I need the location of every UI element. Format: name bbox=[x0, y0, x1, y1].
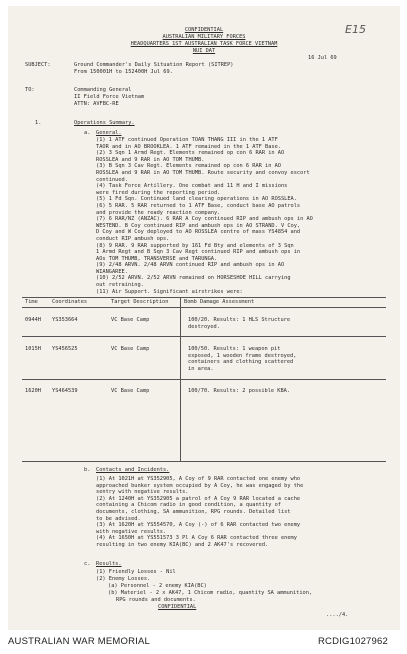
text-line: 100/70. Results: 2 possible KBA. bbox=[188, 388, 291, 394]
text-line: (7) 6 RAR/NZ (ANZAC). 6 RAR A Coy continued RIP and ambush ops in AO bbox=[96, 216, 313, 223]
table-row-rule bbox=[22, 379, 386, 380]
footer-catalog-id: RCDIG1027962 bbox=[318, 636, 388, 647]
text-line: and provide the ready reaction company. bbox=[96, 209, 221, 216]
subsection-label: c. bbox=[84, 561, 91, 567]
text-line: resulting in two enemy KIA(BC) and 2 AK47's recovered. bbox=[96, 541, 269, 548]
force-name: AUSTRALIAN MILITARY FORCES bbox=[162, 34, 246, 40]
cell-time: 1015H bbox=[25, 346, 41, 352]
text-line: ROSSLEA and 9 RAR in AO TOM THUMB. Route security and convoy escort bbox=[96, 169, 310, 176]
column-header: Coordinates bbox=[52, 299, 88, 305]
cell-assessment bbox=[188, 388, 290, 395]
cell-time: 1620H bbox=[25, 388, 41, 394]
cell-target: VC Base Camp bbox=[111, 317, 150, 323]
to-line: Commanding General bbox=[74, 87, 132, 93]
classification-bottom: CONFIDENTIAL bbox=[158, 604, 197, 610]
continued-marker: ..../4. bbox=[326, 612, 349, 618]
text-line: (10) 2/52 ARVN. 2/52 ARVN remained on HORSESHOE HILL carrying bbox=[96, 275, 291, 282]
text-line: WIANGAREE. bbox=[96, 268, 128, 275]
text-line: to be advised. bbox=[96, 515, 141, 522]
friendly-losses: (1) Friendly Losses - Nil bbox=[96, 569, 176, 575]
text-line: (5) 1 Fd Sqn. Continued land clearing operations in AO ROSSLEA. bbox=[96, 196, 297, 203]
text-line: (2) 3 Sqn 1 Armd Regt. Elements remained op con 6 RAR in AO bbox=[96, 150, 285, 157]
text-line: approached bunker system occupied by A Coy, he was engaged by the bbox=[96, 482, 304, 489]
text-line: out retraining. bbox=[96, 282, 144, 289]
text-line: (6) 5 RAR. 5 RAR returned to 1 ATF Base, conduct base AO patrols bbox=[96, 202, 301, 209]
text-line: containing a Chicom radio in good condition, a quantity of bbox=[96, 502, 281, 509]
to-label: TO: bbox=[25, 87, 35, 93]
enemy-losses: (2) Enemy Losses. bbox=[96, 576, 151, 582]
report-date: 16 Jul 69 bbox=[308, 55, 337, 61]
text-line: TAOR and in AO BROOKLEA. 1 ATF remained in the 1 ATF Base. bbox=[96, 143, 281, 150]
cell-target: VC Base Camp bbox=[111, 346, 150, 352]
to-line: ATTN: AVFBC-RE bbox=[74, 101, 119, 107]
text-line: sentry with negative results. bbox=[96, 489, 189, 496]
cell-coordinates: YS464539 bbox=[52, 388, 78, 394]
subject-line-1: Ground Commander's Daily Situation Report (SITREP) bbox=[74, 62, 234, 68]
subject-label: SUBJECT: bbox=[25, 62, 51, 68]
text-line: (1) 1 ATF continued Operation TOAN THANG III in the 1 ATF bbox=[96, 137, 278, 143]
column-header: Bomb Damage Assessment bbox=[184, 299, 255, 305]
subsection-title: Contacts and Incidents. bbox=[96, 467, 170, 473]
cell-time: 0944H bbox=[25, 317, 41, 323]
cell-coordinates: YS456525 bbox=[52, 346, 78, 352]
section-number: 1. bbox=[35, 120, 42, 126]
to-line: II Field Force Vietnam bbox=[74, 94, 145, 100]
text-line: 1 Armd Regt and B Sqn 3 Cav Regt continued RIP and ambush ops in bbox=[96, 249, 301, 256]
text-line: (3) At 1620H at YS554570, A Coy (-) of 6 RAR contacted two enemy bbox=[96, 522, 301, 529]
table-rule-bottom bbox=[22, 461, 386, 462]
table-row-rule bbox=[22, 336, 386, 337]
subject-line-2: From 150001H to 152400H Jul 69. bbox=[74, 69, 173, 75]
text-line: (4) At 1650H at YS551573 3 Pl A Coy 6 RAR contacted three enemy bbox=[96, 535, 297, 542]
column-header: Time bbox=[25, 299, 38, 305]
text-line: 100/50. Results: 1 weapon pit bbox=[188, 346, 281, 352]
text-line: D Coy and W Coy deployed to AO ROSSLEA centre of mass YS4854 and bbox=[96, 229, 301, 236]
general-paragraphs bbox=[96, 137, 313, 295]
footer-source: AUSTRALIAN WAR MEMORIAL bbox=[8, 636, 151, 647]
text-line: (4) Task Force Artillery. One combat and 11 H and I missions bbox=[96, 183, 288, 190]
cell-assessment bbox=[188, 346, 296, 372]
classification-top: CONFIDENTIAL bbox=[184, 27, 224, 33]
text-line: continued. bbox=[96, 176, 128, 183]
text-line: WESTEND. B Coy continued RIP and ambush ops in AO STRAND. V Coy, bbox=[96, 222, 301, 229]
handwritten-reference: E15 bbox=[345, 23, 366, 36]
text-line: (9) 2/48 ARVN. 2/48 ARVN continued RIP and ambush ops in AO bbox=[96, 262, 285, 269]
text-line: with negative results. bbox=[96, 528, 167, 535]
enemy-personnel: (a) Personnel - 2 enemy KIA(BC) bbox=[108, 583, 207, 589]
text-line: conduct RIP ambush ops. bbox=[96, 235, 170, 242]
text-line: (2) At 1240H at YS352905 a patrol of A Coy 9 RAR located a cache bbox=[96, 495, 301, 502]
text-line: exposed, 1 wooden frame destroyed, bbox=[188, 352, 297, 359]
text-line: (3) B Sqn 3 Cav Regt. Elements remained op con 6 RAR in AO bbox=[96, 163, 281, 170]
subsection-title: Results. bbox=[96, 561, 122, 567]
text-line: AOs TOM THUMB, TRANSVERSE and TARUNGA. bbox=[96, 255, 218, 262]
subsection-label: b. bbox=[84, 467, 91, 473]
location: NUI DAT bbox=[192, 48, 216, 54]
enemy-materiel-cont: RPG rounds and documents. bbox=[116, 597, 196, 603]
table-rule-top bbox=[22, 297, 386, 298]
text-line: documents, clothing, SA ammunition, RPG rounds. Detailed list bbox=[96, 508, 291, 515]
section-title: Operations Summary. bbox=[74, 120, 135, 126]
text-line: in area. bbox=[188, 365, 214, 372]
enemy-materiel: (b) Materiel - 2 x AK47, 1 Chicom radio, quantity SA ammunition, bbox=[108, 590, 313, 596]
subsection-title: General. bbox=[96, 130, 122, 136]
column-header: Target Description bbox=[111, 299, 169, 305]
text-line: 100/20. Results: 1 HLS Structure bbox=[188, 317, 291, 323]
text-line: were fired during the reporting period. bbox=[96, 189, 221, 196]
cell-coordinates: YS353664 bbox=[52, 317, 78, 323]
text-line: (11) Air Support. Significant airstrikes were: bbox=[96, 288, 243, 295]
text-line: destroyed. bbox=[188, 323, 220, 330]
cell-target: VC Base Camp bbox=[111, 388, 150, 394]
cell-assessment bbox=[188, 317, 290, 330]
document-page bbox=[8, 6, 400, 630]
text-line: (1) At 1021H at YS352905, A Coy of 9 RAR contacted one enemy who bbox=[96, 476, 301, 482]
text-line: (8) 9 RAR. 9 RAR supported by 161 Fd Bty and elements of 3 Sqn bbox=[96, 242, 294, 249]
headquarters-name: HEADQUARTERS 1ST AUSTRALIAN TASK FORCE VIETNAM bbox=[130, 41, 278, 47]
contacts-paragraphs bbox=[96, 476, 303, 549]
table-rule-header bbox=[22, 307, 386, 308]
text-line: containers and clothing scattered bbox=[188, 359, 294, 366]
subsection-label: a. bbox=[84, 130, 91, 136]
text-line: ROSSLEA and 9 RAR in AO TOM THUMB. bbox=[96, 156, 205, 163]
